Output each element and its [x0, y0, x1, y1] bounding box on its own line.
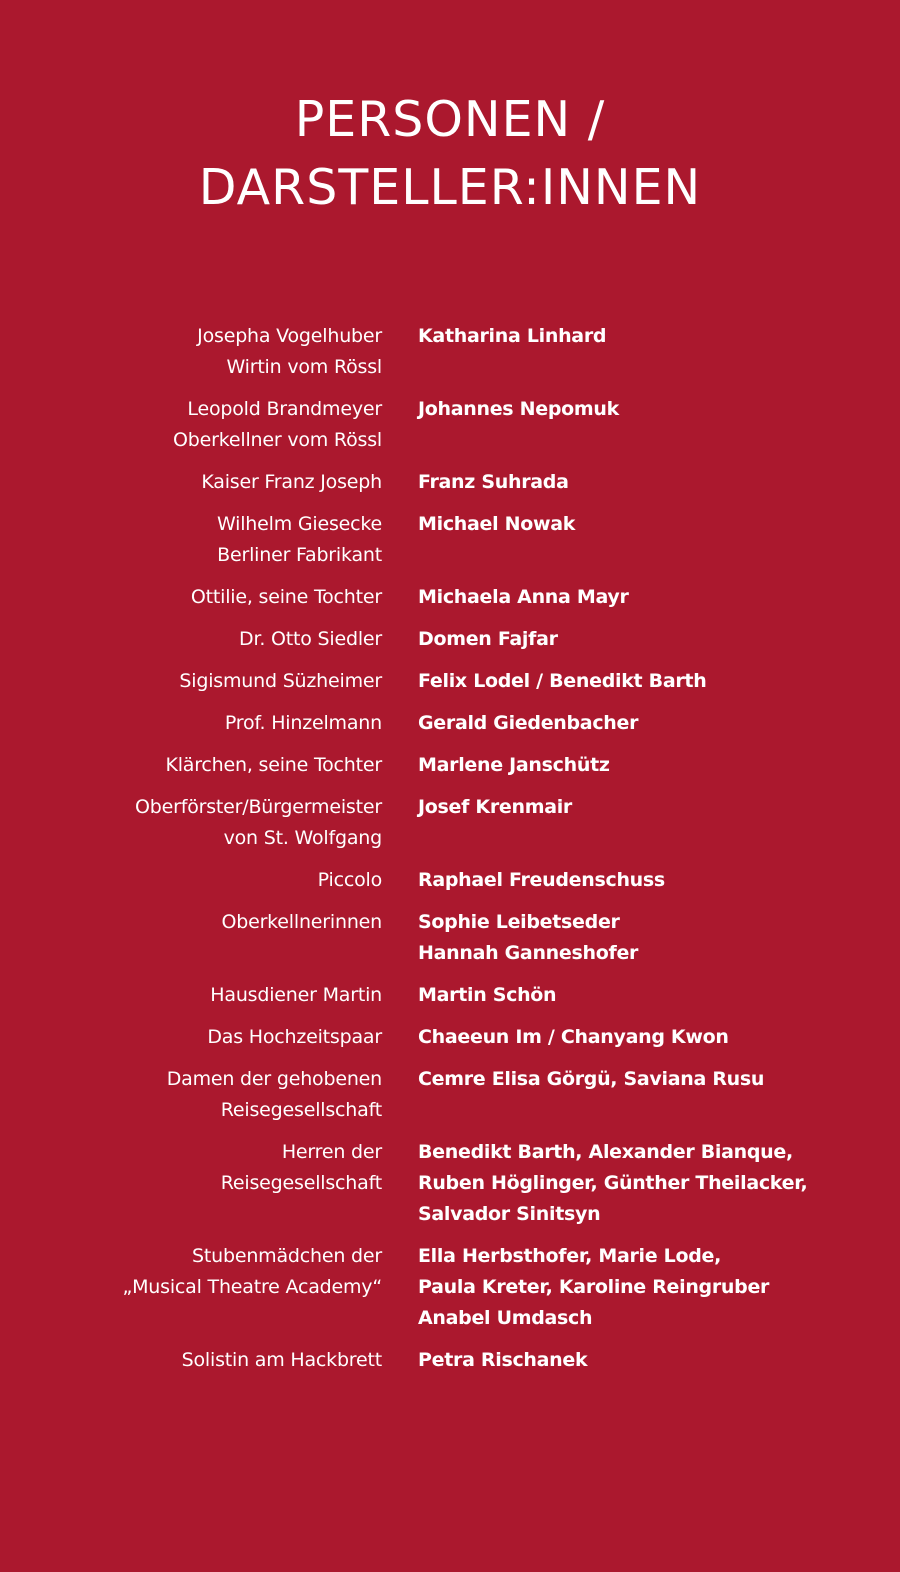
cast-row	[0, 708, 900, 739]
actor-name-line: Sophie Leibetseder	[418, 911, 620, 933]
actor-name-line: Anabel Umdasch	[418, 1307, 593, 1329]
role-name	[0, 865, 382, 896]
role-name	[0, 467, 382, 498]
actor-name	[418, 509, 878, 571]
cast-row	[0, 467, 900, 498]
actor-name	[418, 1022, 878, 1053]
role-name-line: Dr. Otto Siedler	[239, 628, 382, 650]
cast-row	[0, 666, 900, 697]
cast-row	[0, 865, 900, 896]
role-name-line: Oberkellner vom Rössl	[173, 429, 382, 451]
role-name-line: Ottilie, seine Tochter	[190, 586, 382, 608]
page-title-line-1: PERSONEN /	[294, 91, 606, 148]
actor-name	[418, 624, 878, 655]
role-name-line: Wilhelm Giesecke	[216, 513, 382, 535]
actor-name-line: Domen Fajfar	[418, 628, 558, 650]
actor-name-line: Johannes Nepomuk	[418, 398, 619, 420]
role-name	[0, 792, 382, 854]
role-name-line: Oberförster/Bürgermeister	[134, 796, 382, 818]
cast-row	[0, 394, 900, 456]
role-name-line: Hausdiener Martin	[210, 984, 382, 1006]
role-name	[0, 582, 382, 613]
role-name-line: Piccolo	[317, 869, 382, 891]
actor-name-line: Ruben Höglinger, Günther Theilacker,	[418, 1172, 808, 1194]
role-name-line: Herren der	[281, 1141, 382, 1163]
actor-name-line: Josef Krenmair	[418, 796, 573, 818]
actor-name	[418, 321, 878, 383]
page-title	[0, 86, 900, 222]
actor-name-line: Felix Lodel / Benedikt Barth	[418, 670, 707, 692]
role-name-line: Reisegesellschaft	[220, 1172, 382, 1194]
actor-name	[418, 666, 878, 697]
role-name	[0, 708, 382, 739]
role-name	[0, 1064, 382, 1126]
role-name-line: Leopold Brandmeyer	[187, 398, 382, 420]
actor-name-line: Marlene Janschütz	[418, 754, 610, 776]
actor-name	[418, 792, 878, 854]
role-name	[0, 624, 382, 655]
role-name-line: von St. Wolfgang	[223, 827, 382, 849]
role-name	[0, 321, 382, 383]
actor-name-line: Ella Herbsthofer, Marie Lode,	[418, 1245, 722, 1267]
role-name-line: Oberkellnerinnen	[221, 911, 382, 933]
actor-name-line: Katharina Linhard	[418, 325, 607, 347]
actor-name	[418, 980, 878, 1011]
actor-name	[418, 907, 878, 969]
actor-name	[418, 1241, 878, 1334]
actor-name-line: Benedikt Barth, Alexander Bianque,	[418, 1141, 793, 1163]
role-name-line: Das Hochzeitspaar	[207, 1026, 382, 1048]
actor-name	[418, 394, 878, 456]
actor-name-line: Michael Nowak	[418, 513, 576, 535]
role-name-line: „Musical Theatre Academy“	[122, 1276, 382, 1298]
actor-name-line: Franz Suhrada	[418, 471, 569, 493]
actor-name	[418, 865, 878, 896]
cast-row	[0, 750, 900, 781]
actor-name-line: Gerald Giedenbacher	[418, 712, 639, 734]
role-name	[0, 750, 382, 781]
role-name-line: Wirtin vom Rössl	[226, 356, 382, 378]
role-name	[0, 1345, 382, 1376]
actor-name-line: Paula Kreter, Karoline Reingruber	[418, 1276, 770, 1298]
actor-name-line: Salvador Sinitsyn	[418, 1203, 601, 1225]
actor-name-line: Hannah Ganneshofer	[418, 942, 639, 964]
cast-row	[0, 792, 900, 854]
role-name	[0, 1137, 382, 1230]
cast-row	[0, 624, 900, 655]
cast-list	[0, 321, 900, 1387]
actor-name-line: Petra Rischanek	[418, 1349, 588, 1371]
cast-row	[0, 1064, 900, 1126]
role-name	[0, 509, 382, 571]
role-name-line: Klärchen, seine Tochter	[165, 754, 382, 776]
role-name	[0, 1241, 382, 1334]
actor-name	[418, 1064, 878, 1126]
cast-row	[0, 582, 900, 613]
cast-row	[0, 907, 900, 969]
role-name-line: Reisegesellschaft	[220, 1099, 382, 1121]
role-name-line: Josepha Vogelhuber	[197, 325, 382, 347]
role-name-line: Stubenmädchen der	[192, 1245, 382, 1267]
actor-name	[418, 582, 878, 613]
actor-name	[418, 467, 878, 498]
cast-row	[0, 1345, 900, 1376]
actor-name	[418, 708, 878, 739]
role-name-line: Prof. Hinzelmann	[224, 712, 382, 734]
actor-name-line: Cemre Elisa Görgü, Saviana Rusu	[418, 1068, 765, 1090]
actor-name-line: Michaela Anna Mayr	[418, 586, 629, 608]
role-name	[0, 980, 382, 1011]
actor-name-line: Chaeeun Im / Chanyang Kwon	[418, 1026, 729, 1048]
role-name-line: Solistin am Hackbrett	[181, 1349, 382, 1371]
role-name	[0, 1022, 382, 1053]
cast-row	[0, 1022, 900, 1053]
actor-name-line: Martin Schön	[418, 984, 557, 1006]
role-name-line: Kaiser Franz Joseph	[201, 471, 382, 493]
actor-name	[418, 1345, 878, 1376]
role-name-line: Sigismund Süzheimer	[179, 670, 382, 692]
cast-row	[0, 1241, 900, 1334]
cast-row	[0, 321, 900, 383]
cast-row	[0, 1137, 900, 1230]
actor-name	[418, 750, 878, 781]
actor-name-line: Raphael Freudenschuss	[418, 869, 665, 891]
role-name	[0, 666, 382, 697]
page-title-line-2: DARSTELLER:INNEN	[198, 159, 702, 216]
role-name	[0, 907, 382, 969]
cast-row	[0, 980, 900, 1011]
role-name-line: Berliner Fabrikant	[217, 544, 382, 566]
cast-row	[0, 509, 900, 571]
actor-name	[418, 1137, 878, 1230]
role-name	[0, 394, 382, 456]
role-name-line: Damen der gehobenen	[166, 1068, 382, 1090]
